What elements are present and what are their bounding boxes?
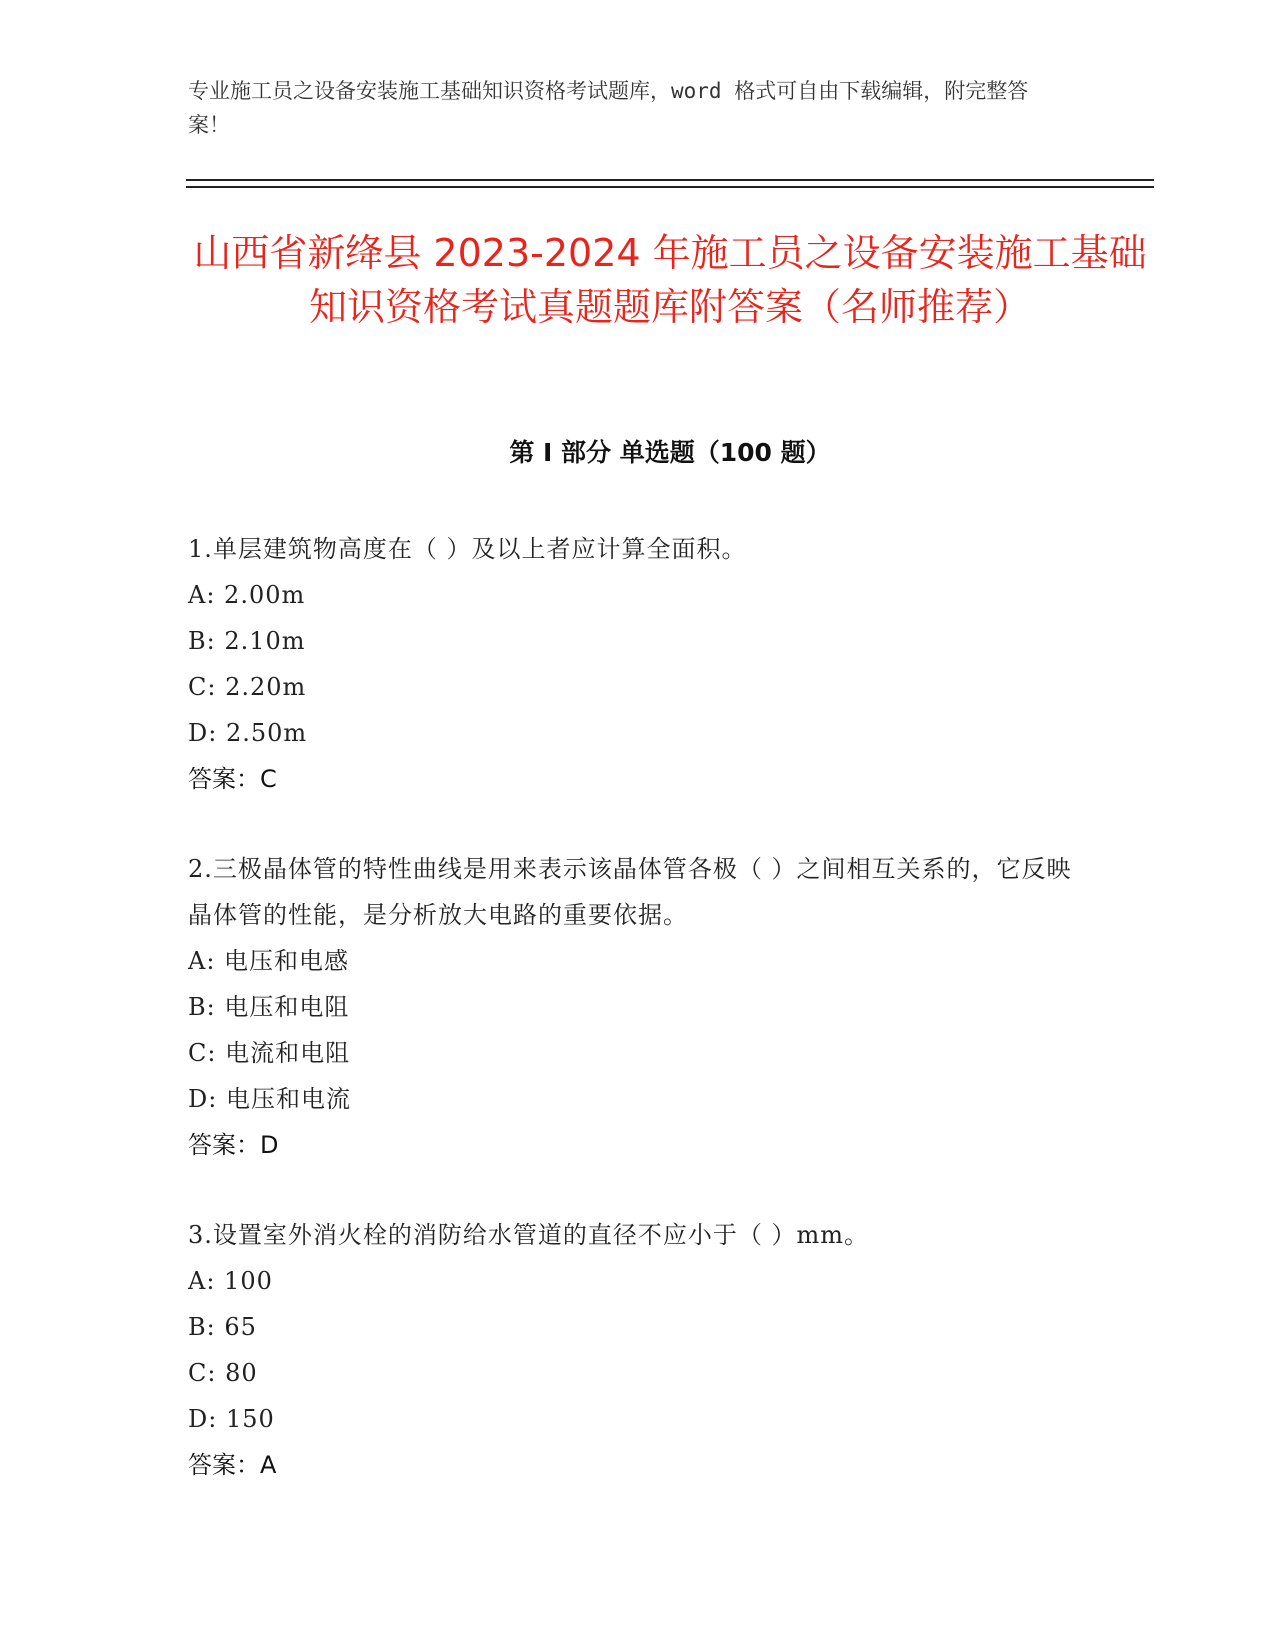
question-stem: 3.设置室外消火栓的消防给水管道的直径不应小于（ ）mm。 bbox=[188, 1221, 870, 1249]
question-1 bbox=[188, 526, 1088, 802]
option-a: A: 2.00m bbox=[188, 581, 306, 609]
question-stem: 2.三极晶体管的特性曲线是用来表示该晶体管各极（ ）之间相互关系的，它反映晶体管的性能，是分析放大电路的重要依据。 bbox=[188, 855, 1072, 929]
section-title: 第 I 部分 单选题（100 题） bbox=[509, 438, 831, 467]
answer: 答案：D bbox=[188, 1131, 279, 1159]
header-divider-bottom bbox=[186, 186, 1154, 188]
option-c: C: 电流和电阻 bbox=[188, 1039, 351, 1067]
header-note: 专业施工员之设备安装施工基础知识资格考试题库，word 格式可自由下载编辑，附完整答案！ bbox=[188, 79, 1029, 137]
answer: 答案：C bbox=[188, 765, 277, 793]
option-a: A: 100 bbox=[188, 1267, 273, 1295]
answer: 答案：A bbox=[188, 1451, 277, 1479]
option-d: D: 150 bbox=[188, 1405, 275, 1433]
option-c: C: 80 bbox=[188, 1359, 258, 1387]
option-b: B: 电压和电阻 bbox=[188, 993, 350, 1021]
option-d: D: 电压和电流 bbox=[188, 1085, 351, 1113]
question-stem: 1.单层建筑物高度在（ ）及以上者应计算全面积。 bbox=[188, 535, 747, 563]
option-c: C: 2.20m bbox=[188, 673, 307, 701]
question-2 bbox=[188, 846, 1088, 1168]
option-d: D: 2.50m bbox=[188, 719, 308, 747]
question-3 bbox=[188, 1212, 1088, 1488]
option-b: B: 65 bbox=[188, 1313, 257, 1341]
option-b: B: 2.10m bbox=[188, 627, 306, 655]
option-a: A: 电压和电感 bbox=[188, 947, 350, 975]
header-divider-top bbox=[186, 179, 1154, 181]
document-title: 山西省新绛县 2023-2024 年施工员之设备安装施工基础知识资格考试真题题库附答案（名师推荐） bbox=[193, 231, 1147, 329]
